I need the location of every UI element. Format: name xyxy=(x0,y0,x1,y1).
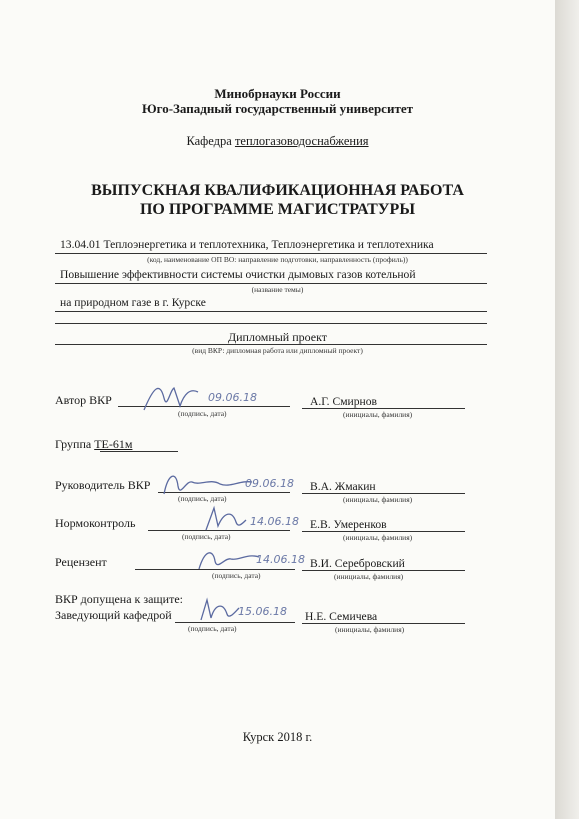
normcontrol-signature xyxy=(200,502,250,536)
group-line xyxy=(55,437,132,452)
page-edge xyxy=(555,0,579,819)
reviewer-sign-caption: (подпись, дата) xyxy=(212,571,261,580)
topic-line1: Повышение эффективности системы очистки дымовых газов котельной xyxy=(60,268,416,281)
supervisor-sign-caption: (подпись, дата) xyxy=(178,494,227,503)
topic-underline2 xyxy=(55,311,487,312)
work-type-caption: (вид ВКР: дипломная работа или дипломный проект) xyxy=(192,346,363,355)
university-name: Юго-Западный государственный университет xyxy=(142,101,413,116)
program-value: 13.04.01 Теплоэнергетика и теплотехника, Теплоэнергетика и теплотехника xyxy=(60,238,434,251)
reviewer-name-caption: (инициалы, фамилия) xyxy=(334,572,404,581)
head-name-caption: (инициалы, фамилия) xyxy=(335,625,405,634)
reviewer-name-line xyxy=(302,570,465,571)
topic-line2: на природном газе в г. Курске xyxy=(60,296,206,309)
normcontrol-sign-date: 14.06.18 xyxy=(250,515,299,528)
group-underline xyxy=(100,451,178,452)
program-caption: (код, наименование ОП ВО: направление подготовки, направленность (профиль)) xyxy=(147,255,408,264)
head-sign-caption: (подпись, дата) xyxy=(188,624,237,633)
supervisor-name-caption: (инициалы, фамилия) xyxy=(343,495,413,504)
normcontrol-label: Нормоконтроль xyxy=(55,516,136,530)
head-sign-date: 15.06.18 xyxy=(238,605,287,618)
author-sign-date: 09.06.18 xyxy=(208,391,257,404)
department-line xyxy=(0,134,555,149)
normcontrol-name-caption: (инициалы, фамилия) xyxy=(343,533,413,542)
normcontrol-sign-caption: (подпись, дата) xyxy=(182,532,231,541)
admission-text: ВКР допущена к защите: xyxy=(55,592,183,606)
head-of-department-label: Заведующий кафедрой xyxy=(55,608,172,622)
work-type-value: Дипломный проект xyxy=(227,330,328,344)
ministry-name: Минобрнауки России xyxy=(214,86,341,101)
topic-underline3 xyxy=(55,323,487,324)
topic-underline1 xyxy=(55,283,487,284)
reviewer-name: В.И. Серебровский xyxy=(310,557,405,570)
city-year: Курск 2018 г. xyxy=(242,730,313,744)
author-name-caption: (инициалы, фамилия) xyxy=(343,410,413,419)
author-name: А.Г. Смирнов xyxy=(310,395,378,408)
document-title-line2: ПО ПРОГРАММЕ МАГИСТРАТУРЫ xyxy=(139,201,416,218)
reviewer-label: Рецензент xyxy=(55,555,107,569)
group-label: Группа xyxy=(55,437,92,451)
program-underline xyxy=(55,253,487,254)
work-type-underline xyxy=(55,344,487,345)
author-name-line xyxy=(302,408,465,409)
department-name: теплогазоводоснабжения xyxy=(234,134,369,148)
reviewer-sign-date: 14.06.18 xyxy=(256,553,305,566)
supervisor-name: В.А. Жмакин xyxy=(310,480,376,493)
supervisor-sign-date: 09.06.18 xyxy=(245,477,294,490)
supervisor-name-line xyxy=(302,493,465,494)
head-signature xyxy=(195,592,243,626)
normcontrol-name: Е.В. Умеренков xyxy=(310,518,387,531)
normcontrol-name-line xyxy=(302,531,465,532)
head-name: Н.Е. Семичева xyxy=(305,610,378,623)
author-label: Автор ВКР xyxy=(55,393,112,407)
document-title-line1: ВЫПУСКНАЯ КВАЛИФИКАЦИОННАЯ РАБОТА xyxy=(91,182,464,199)
group-value: ТЕ-61м xyxy=(94,437,133,451)
topic-caption: (название темы) xyxy=(251,285,304,294)
department-prefix: Кафедра xyxy=(186,134,232,148)
author-sign-caption: (подпись, дата) xyxy=(178,409,227,418)
head-name-line xyxy=(302,623,465,624)
supervisor-label: Руководитель ВКР xyxy=(55,478,151,492)
